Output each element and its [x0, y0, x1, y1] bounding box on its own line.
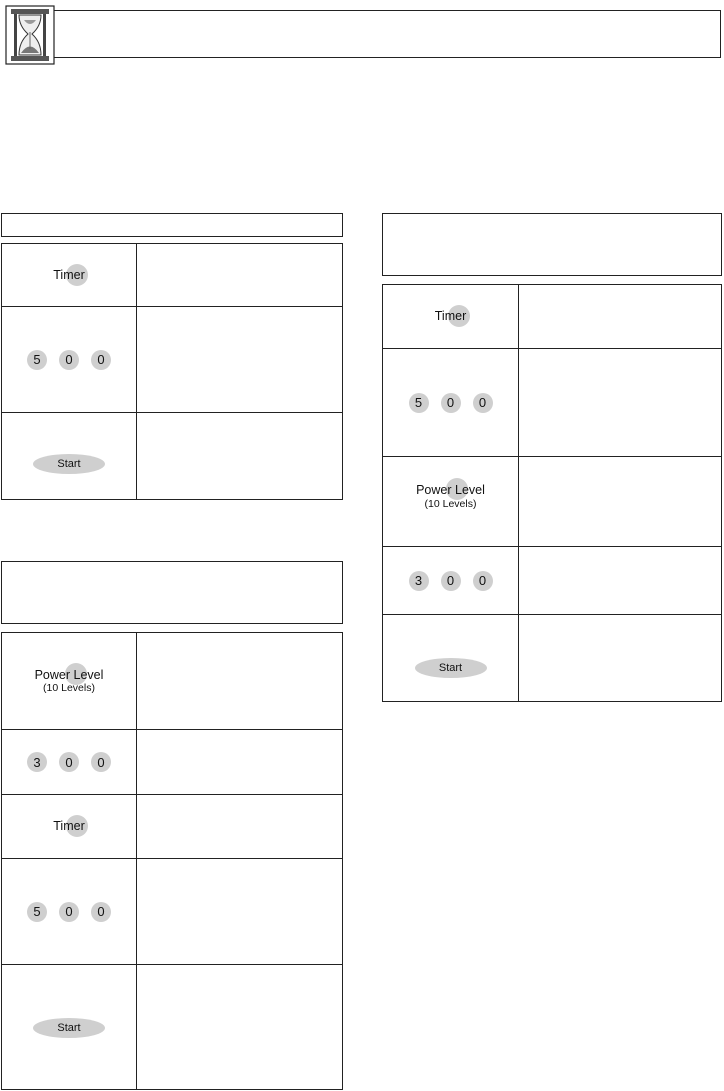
number-key-0[interactable]: 0: [91, 902, 111, 922]
number-key-0[interactable]: 0: [473, 571, 493, 591]
timer-button[interactable]: Timer: [53, 820, 84, 833]
number-key-3[interactable]: 3: [409, 571, 429, 591]
step-row: [2, 412, 342, 501]
number-key-0[interactable]: 0: [59, 350, 79, 370]
power-level-button[interactable]: Power Level (10 Levels): [35, 669, 104, 694]
right-steps-table: [382, 284, 722, 702]
number-key-0[interactable]: 0: [91, 752, 111, 772]
step-row: [2, 306, 342, 412]
start-button[interactable]: Start: [33, 454, 105, 474]
left-note-box-1: [1, 213, 343, 237]
number-keypad: [409, 393, 493, 413]
step-row: [383, 456, 721, 546]
left-steps-table-2: [1, 632, 343, 1090]
number-key-3[interactable]: 3: [27, 752, 47, 772]
step-row: [2, 794, 342, 858]
step-row: [2, 964, 342, 1091]
left-note-box-2: [1, 561, 343, 624]
number-key-5[interactable]: 5: [27, 350, 47, 370]
start-button[interactable]: Start: [415, 658, 487, 678]
number-key-0[interactable]: 0: [59, 752, 79, 772]
section-header-bar: [44, 10, 721, 58]
left-steps-table-1: [1, 243, 343, 500]
step-row: [2, 729, 342, 794]
timer-button[interactable]: Timer: [53, 269, 84, 282]
step-row: [2, 244, 342, 306]
number-key-5[interactable]: 5: [27, 902, 47, 922]
step-row: [383, 546, 721, 614]
number-key-0[interactable]: 0: [441, 393, 461, 413]
number-keypad: [409, 571, 493, 591]
number-key-5[interactable]: 5: [409, 393, 429, 413]
number-key-0[interactable]: 0: [91, 350, 111, 370]
number-keypad: [27, 752, 111, 772]
step-row: [2, 633, 342, 729]
number-key-0[interactable]: 0: [59, 902, 79, 922]
hourglass-icon: [4, 4, 56, 66]
step-row: [2, 858, 342, 964]
start-button[interactable]: Start: [33, 1018, 105, 1038]
number-key-0[interactable]: 0: [441, 571, 461, 591]
step-row: [383, 285, 721, 348]
number-keypad: [27, 902, 111, 922]
power-level-button[interactable]: Power Level (10 Levels): [416, 484, 485, 509]
number-key-0[interactable]: 0: [473, 393, 493, 413]
step-row: [383, 348, 721, 456]
timer-button[interactable]: Timer: [435, 310, 466, 323]
number-keypad: [27, 350, 111, 370]
step-row: [383, 614, 721, 703]
right-note-box: [382, 213, 722, 276]
